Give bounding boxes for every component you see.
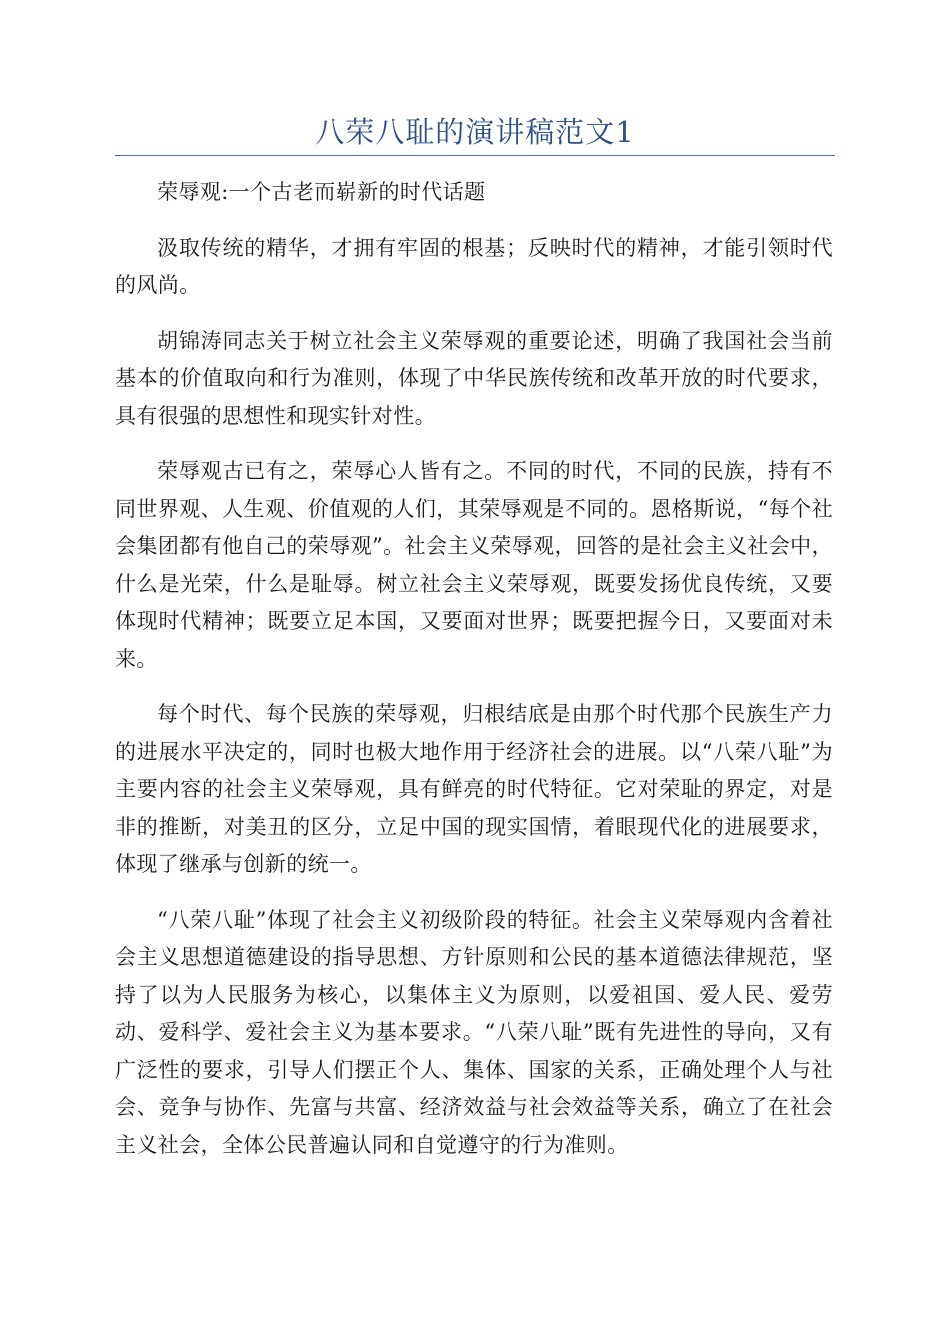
paragraph-hu-jintao: 胡锦涛同志关于树立社会主义荣辱观的重要论述，明确了我国社会当前基本的价值取向和行为准则，体现了中华民族传统和改革开放的时代要求，具有很强的思想性和现实针对性。: [115, 328, 833, 428]
title-underline: [115, 155, 835, 156]
paragraph-eight-honors: “八荣八耻”体现了社会主义初级阶段的特征。社会主义荣辱观内含着社会主义思想道德建设的指导思想、方针原则和公民的基本道德法律规范，坚持了以为人民服务为核心，以集体主义为原则，以爱祖国、爱人民、爱劳动、爱科学、爱社会主义为基本要求。“八荣八耻”既有先进性的导向，又有广泛性的要求，引导人们摆正个人、集体、国家的关系，正确处理个人与社会、竞争与协作、先富与共富、经济效益与社会效益等关系，确立了在社会主义社会，全体公民普遍认同和自觉遵守的行为准则。: [115, 907, 833, 1157]
paragraph-each-era: 每个时代、每个民族的荣辱观，归根结底是由那个时代那个民族生产力的进展水平决定的，同时也极大地作用于经济社会的进展。以“八荣八耻”为主要内容的社会主义荣辱观，具有鲜亮的时代特征。它对荣耻的界定，对是非的推断，对美丑的区分，立足中国的现实国情，着眼现代化的进展要求，体现了继承与创新的统一。: [115, 702, 833, 876]
paragraph-tradition: 汲取传统的精华，才拥有牢固的根基；反映时代的精神，才能引领时代的风尚。: [115, 235, 833, 297]
paragraph-ancient-honor: 荣辱观古已有之，荣辱心人皆有之。不同的时代，不同的民族，持有不同世界观、人生观、价值观的人们，其荣辱观是不同的。恩格斯说，“每个社会集团都有他自己的荣辱观”。社会主义荣辱观，回答的是社会主义社会中，什么是光荣，什么是耻辱。树立社会主义荣辱观，既要发扬优良传统，又要体现时代精神；既要立足本国，又要面对世界；既要把握今日，又要面对未来。: [115, 459, 833, 671]
document-title: 八荣八耻的演讲稿范文1: [315, 115, 635, 149]
document-body: [115, 174, 833, 1182]
paragraph-subtitle: 荣辱观:一个古老而崭新的时代话题: [157, 180, 486, 204]
